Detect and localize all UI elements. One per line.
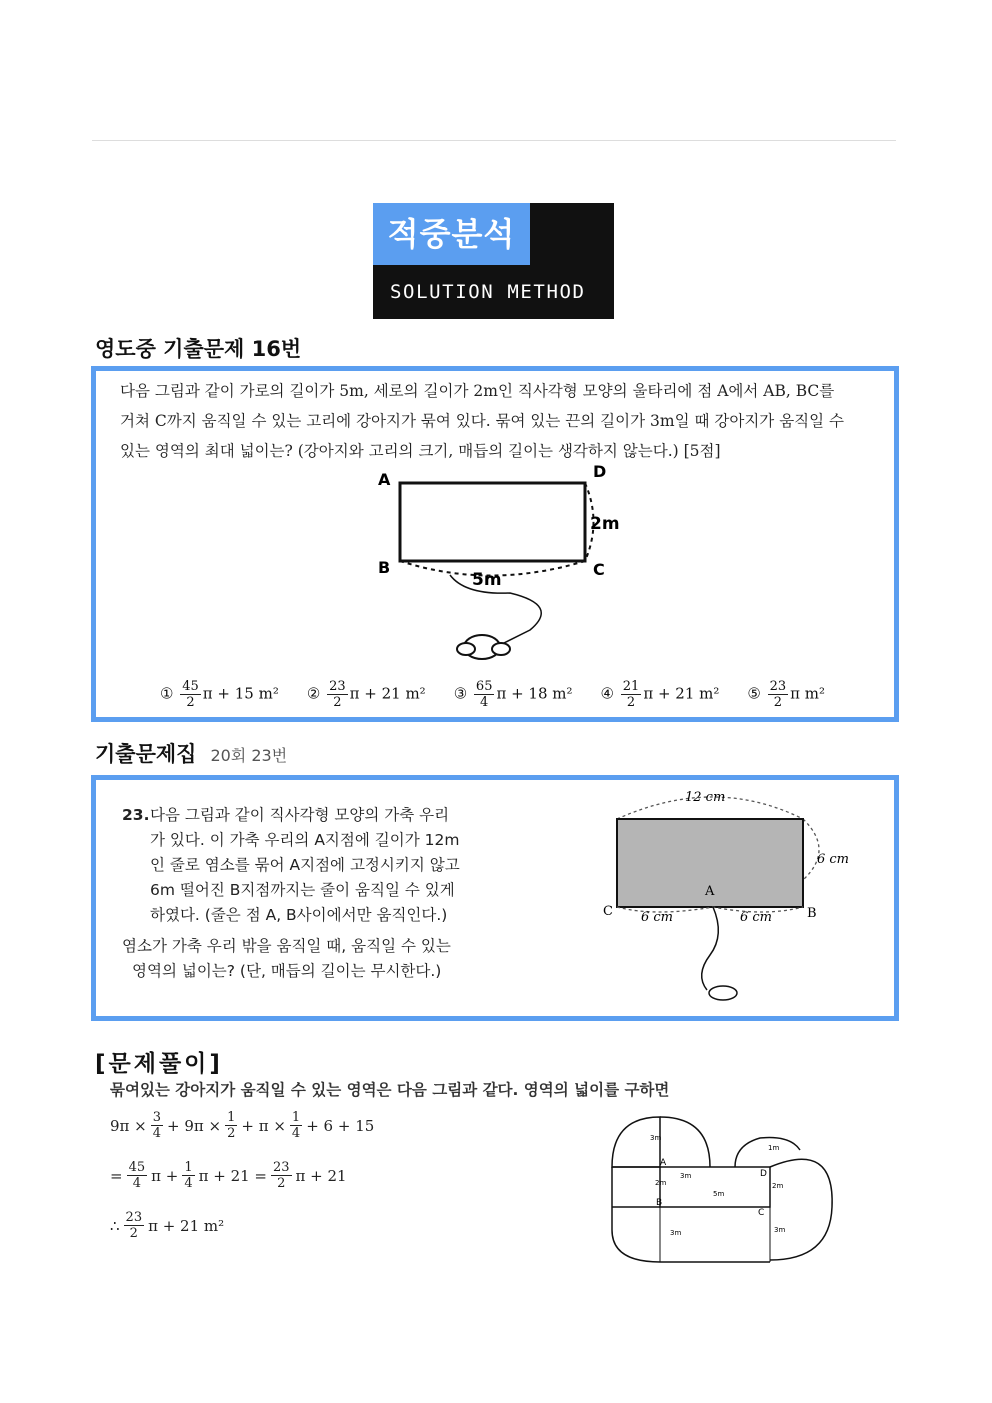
label-A: A [378, 470, 391, 489]
problem2-figure [595, 785, 865, 1010]
top-divider [92, 140, 896, 141]
solution-title: [문제풀이] [95, 1051, 223, 1077]
sol-label-3m-c: 3m [670, 1229, 682, 1237]
sol-label-3m-d: 3m [774, 1226, 786, 1234]
sol-label-B: B [656, 1198, 663, 1208]
choice-2[interactable]: ② $\frac{23}{2}$ π + 21 m² [306, 679, 426, 710]
sol-label-2m-a: 2m [655, 1179, 667, 1187]
label-D: D [593, 465, 607, 481]
choice-5[interactable]: ⑤ $\frac{23}{2}$ π m² [747, 679, 826, 710]
problem2-line6: 염소가 가축 우리 밖을 움직일 때, 움직일 수 있는 [122, 937, 451, 955]
label-5m: 5m [472, 570, 502, 590]
choice-1[interactable]: ① $\frac{45}{2}$ π + 15 m² [160, 679, 279, 710]
problem1-line2: 거쳐 C까지 움직일 수 있는 고리에 강아지가 묶여 있다. 묶여 있는 끈의 길이가 3m일 때 강아지가 움직일 수 [120, 412, 845, 430]
sol-label-A: A [660, 1158, 667, 1168]
equation-2: = $\frac{45}{4}$ π + $\frac{1}{4}$ π + 21 = $\frac{23}{2}$ π + 21 [110, 1160, 347, 1191]
sol-label-2m-b: 2m [772, 1182, 784, 1190]
sol-label-D: D [760, 1169, 767, 1179]
label-2m: 2m [590, 514, 620, 534]
sol-label-3m-b: 3m [680, 1172, 692, 1180]
sol-label-3m-a: 3m [650, 1134, 662, 1142]
problem1-figure [370, 465, 630, 665]
answer-choices [160, 679, 840, 710]
solution-text: 묶여있는 강아지가 움직일 수 있는 영역은 다음 그림과 같다. 영역의 넓이를 구하면 [110, 1081, 670, 1099]
label-12cm: 12 cm [685, 790, 726, 805]
label-C: C [593, 560, 605, 579]
equation-3: ∴ $\frac{23}{2}$ π + 21 m² [110, 1210, 225, 1241]
section1-heading: 영도중 기출문제 16번 [95, 337, 302, 361]
sol-label-1m: 1m [768, 1144, 780, 1152]
equation-1: 9π × $\frac{3}{4}$ + 9π × $\frac{1}{2}$ + π × $\frac{1}{4}$ + 6 + 15 [110, 1110, 375, 1141]
sol-label-C: C [758, 1208, 765, 1218]
problem2-line5: 하였다. (줄은 점 A, B사이에서만 움직인다.) [150, 906, 448, 924]
banner-subtitle: SOLUTION METHOD [390, 281, 586, 303]
label-6cm-left: 6 cm [641, 910, 674, 925]
label-B2: B [807, 906, 817, 921]
problem2-line2: 가 있다. 이 가축 우리의 A지점에 길이가 12m [150, 831, 460, 849]
label-6cm-mid: 6 cm [740, 910, 773, 925]
choice-4[interactable]: ④ $\frac{21}{2}$ π + 21 m² [600, 679, 720, 710]
section2-sub: 20회 23번 [210, 746, 288, 765]
label-A2: A [705, 884, 715, 899]
label-B: B [378, 558, 391, 577]
problem2-line4: 6m 떨어진 B지점까지는 줄이 움직일 수 있게 [150, 881, 455, 899]
problem2-line7: 영역의 넓이는? (단, 매듭의 길이는 무시한다.) [132, 962, 442, 980]
solution-figure [600, 1110, 840, 1275]
problem1-line3: 있는 영역의 최대 넓이는? (강아지와 고리의 크기, 매듭의 길이는 생각하지 않는다.) [5점] [120, 442, 721, 460]
fence-rect [400, 483, 585, 561]
problem2-line3: 인 줄로 염소를 묶어 A지점에 고정시키지 않고 [150, 856, 460, 874]
problem2-number: 23. [122, 806, 150, 824]
sol-label-5m: 5m [713, 1190, 725, 1198]
banner-title: 적중분석 [373, 203, 530, 265]
label-6cm-right: 6 cm [817, 852, 850, 867]
section2-heading: 기출문제집 20회 23번 [95, 742, 288, 766]
section-banner [373, 203, 614, 319]
problem2-line1: 다음 그림과 같이 직사각형 모양의 가축 우리 [150, 806, 450, 824]
choice-3[interactable]: ③ $\frac{65}{4}$ π + 18 m² [453, 679, 573, 710]
label-C2: C [603, 904, 613, 919]
problem1-line1: 다음 그림과 같이 가로의 길이가 5m, 세로의 길이가 2m인 직사각형 모양의 울타리에 점 A에서 AB, BC를 [120, 382, 835, 400]
